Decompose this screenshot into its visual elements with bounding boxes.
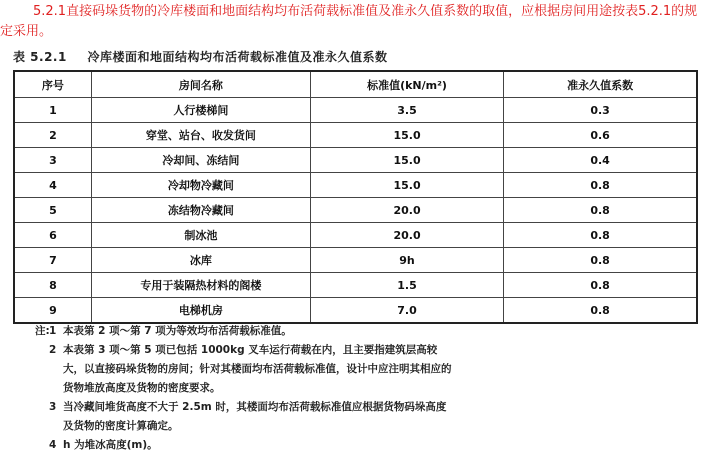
table-row	[14, 148, 697, 173]
quasi-permanent-coefficient-cell: 0.3	[504, 98, 697, 123]
table-notes	[35, 322, 455, 455]
note-text: 本表第 2 项～第 7 项为等效均布活荷载标准值。	[63, 325, 292, 337]
row-index-cell: 6	[14, 223, 91, 248]
quasi-permanent-coefficient-cell: 0.8	[504, 298, 697, 324]
note-item	[35, 341, 455, 398]
quasi-permanent-coefficient-cell: 0.6	[504, 123, 697, 148]
room-name-cell: 冰库	[91, 248, 310, 273]
header-index: 序号	[14, 71, 91, 98]
room-name-cell: 穿堂、站台、收发货间	[91, 123, 310, 148]
room-name-cell: 冷却间、冻结间	[91, 148, 310, 173]
row-index-cell: 8	[14, 273, 91, 298]
row-index-cell: 2	[14, 123, 91, 148]
load-table	[13, 70, 698, 324]
header-standard-value: 标准值(kN/m²)	[310, 71, 503, 98]
table-row	[14, 298, 697, 324]
room-name-cell: 专用于装隔热材料的阁楼	[91, 273, 310, 298]
room-name-cell: 冻结物冷藏间	[91, 198, 310, 223]
room-name-cell: 冷却物冷藏间	[91, 173, 310, 198]
standard-value-cell: 15.0	[310, 123, 503, 148]
table-number: 表 5.2.1	[13, 50, 67, 64]
row-index-cell: 7	[14, 248, 91, 273]
quasi-permanent-coefficient-cell: 0.8	[504, 248, 697, 273]
quasi-permanent-coefficient-cell: 0.4	[504, 148, 697, 173]
note-text: 当冷藏间堆货高度不大于 2.5m 时，其楼面均布活荷载标准值应根据货物码垛高度及货物的密度计算确定。	[63, 401, 447, 432]
note-index: 4	[49, 439, 57, 451]
standard-value-cell: 15.0	[310, 148, 503, 173]
quasi-permanent-coefficient-cell: 0.8	[504, 273, 697, 298]
note-item	[35, 398, 455, 436]
row-index-cell: 5	[14, 198, 91, 223]
table-row	[14, 98, 697, 123]
row-index-cell: 1	[14, 98, 91, 123]
standard-value-cell: 20.0	[310, 223, 503, 248]
note-index: 2	[49, 344, 57, 356]
room-name-cell: 人行楼梯间	[91, 98, 310, 123]
table-row	[14, 173, 697, 198]
standard-value-cell: 15.0	[310, 173, 503, 198]
standard-value-cell: 20.0	[310, 198, 503, 223]
table-body	[14, 98, 697, 324]
table-header-row	[14, 71, 697, 98]
note-item	[35, 322, 455, 341]
table-row	[14, 223, 697, 248]
standard-value-cell: 9h	[310, 248, 503, 273]
quasi-permanent-coefficient-cell: 0.8	[504, 198, 697, 223]
row-index-cell: 4	[14, 173, 91, 198]
header-room-name: 房间名称	[91, 71, 310, 98]
header-quasi-permanent-coefficient: 准永久值系数	[504, 71, 697, 98]
quasi-permanent-coefficient-cell: 0.8	[504, 173, 697, 198]
table-row	[14, 198, 697, 223]
note-item	[35, 436, 455, 455]
quasi-permanent-coefficient-cell: 0.8	[504, 223, 697, 248]
room-name-cell: 电梯机房	[91, 298, 310, 324]
table-row	[14, 248, 697, 273]
table-title: 冷库楼面和地面结构均布活荷载标准值及准永久值系数	[87, 50, 388, 64]
room-name-cell: 制冰池	[91, 223, 310, 248]
intro-paragraph: 5.2.1直接码垛货物的冷库楼面和地面结构均布活荷载标准值及准永久值系数的取值，应根据房间用途按表5.2.1的规定采用。	[0, 4, 698, 39]
standard-value-cell: 1.5	[310, 273, 503, 298]
table-row	[14, 273, 697, 298]
note-index: 1	[49, 325, 57, 337]
row-index-cell: 3	[14, 148, 91, 173]
table-row	[14, 123, 697, 148]
note-text: 本表第 3 项～第 5 项已包括 1000kg 叉车运行荷载在内，且主要指建筑层高较大，以直接码垛货物的房间；针对其楼面均布活荷载标准值，设计中应注明其相应的货物堆放高度及货物的密度要求。	[63, 344, 452, 394]
standard-value-cell: 7.0	[310, 298, 503, 324]
row-index-cell: 9	[14, 298, 91, 324]
note-text: h 为堆冰高度(m)。	[63, 439, 158, 451]
notes-label: 注:	[35, 325, 50, 337]
note-index: 3	[49, 401, 57, 413]
table-caption	[13, 48, 613, 65]
standard-value-cell: 3.5	[310, 98, 503, 123]
